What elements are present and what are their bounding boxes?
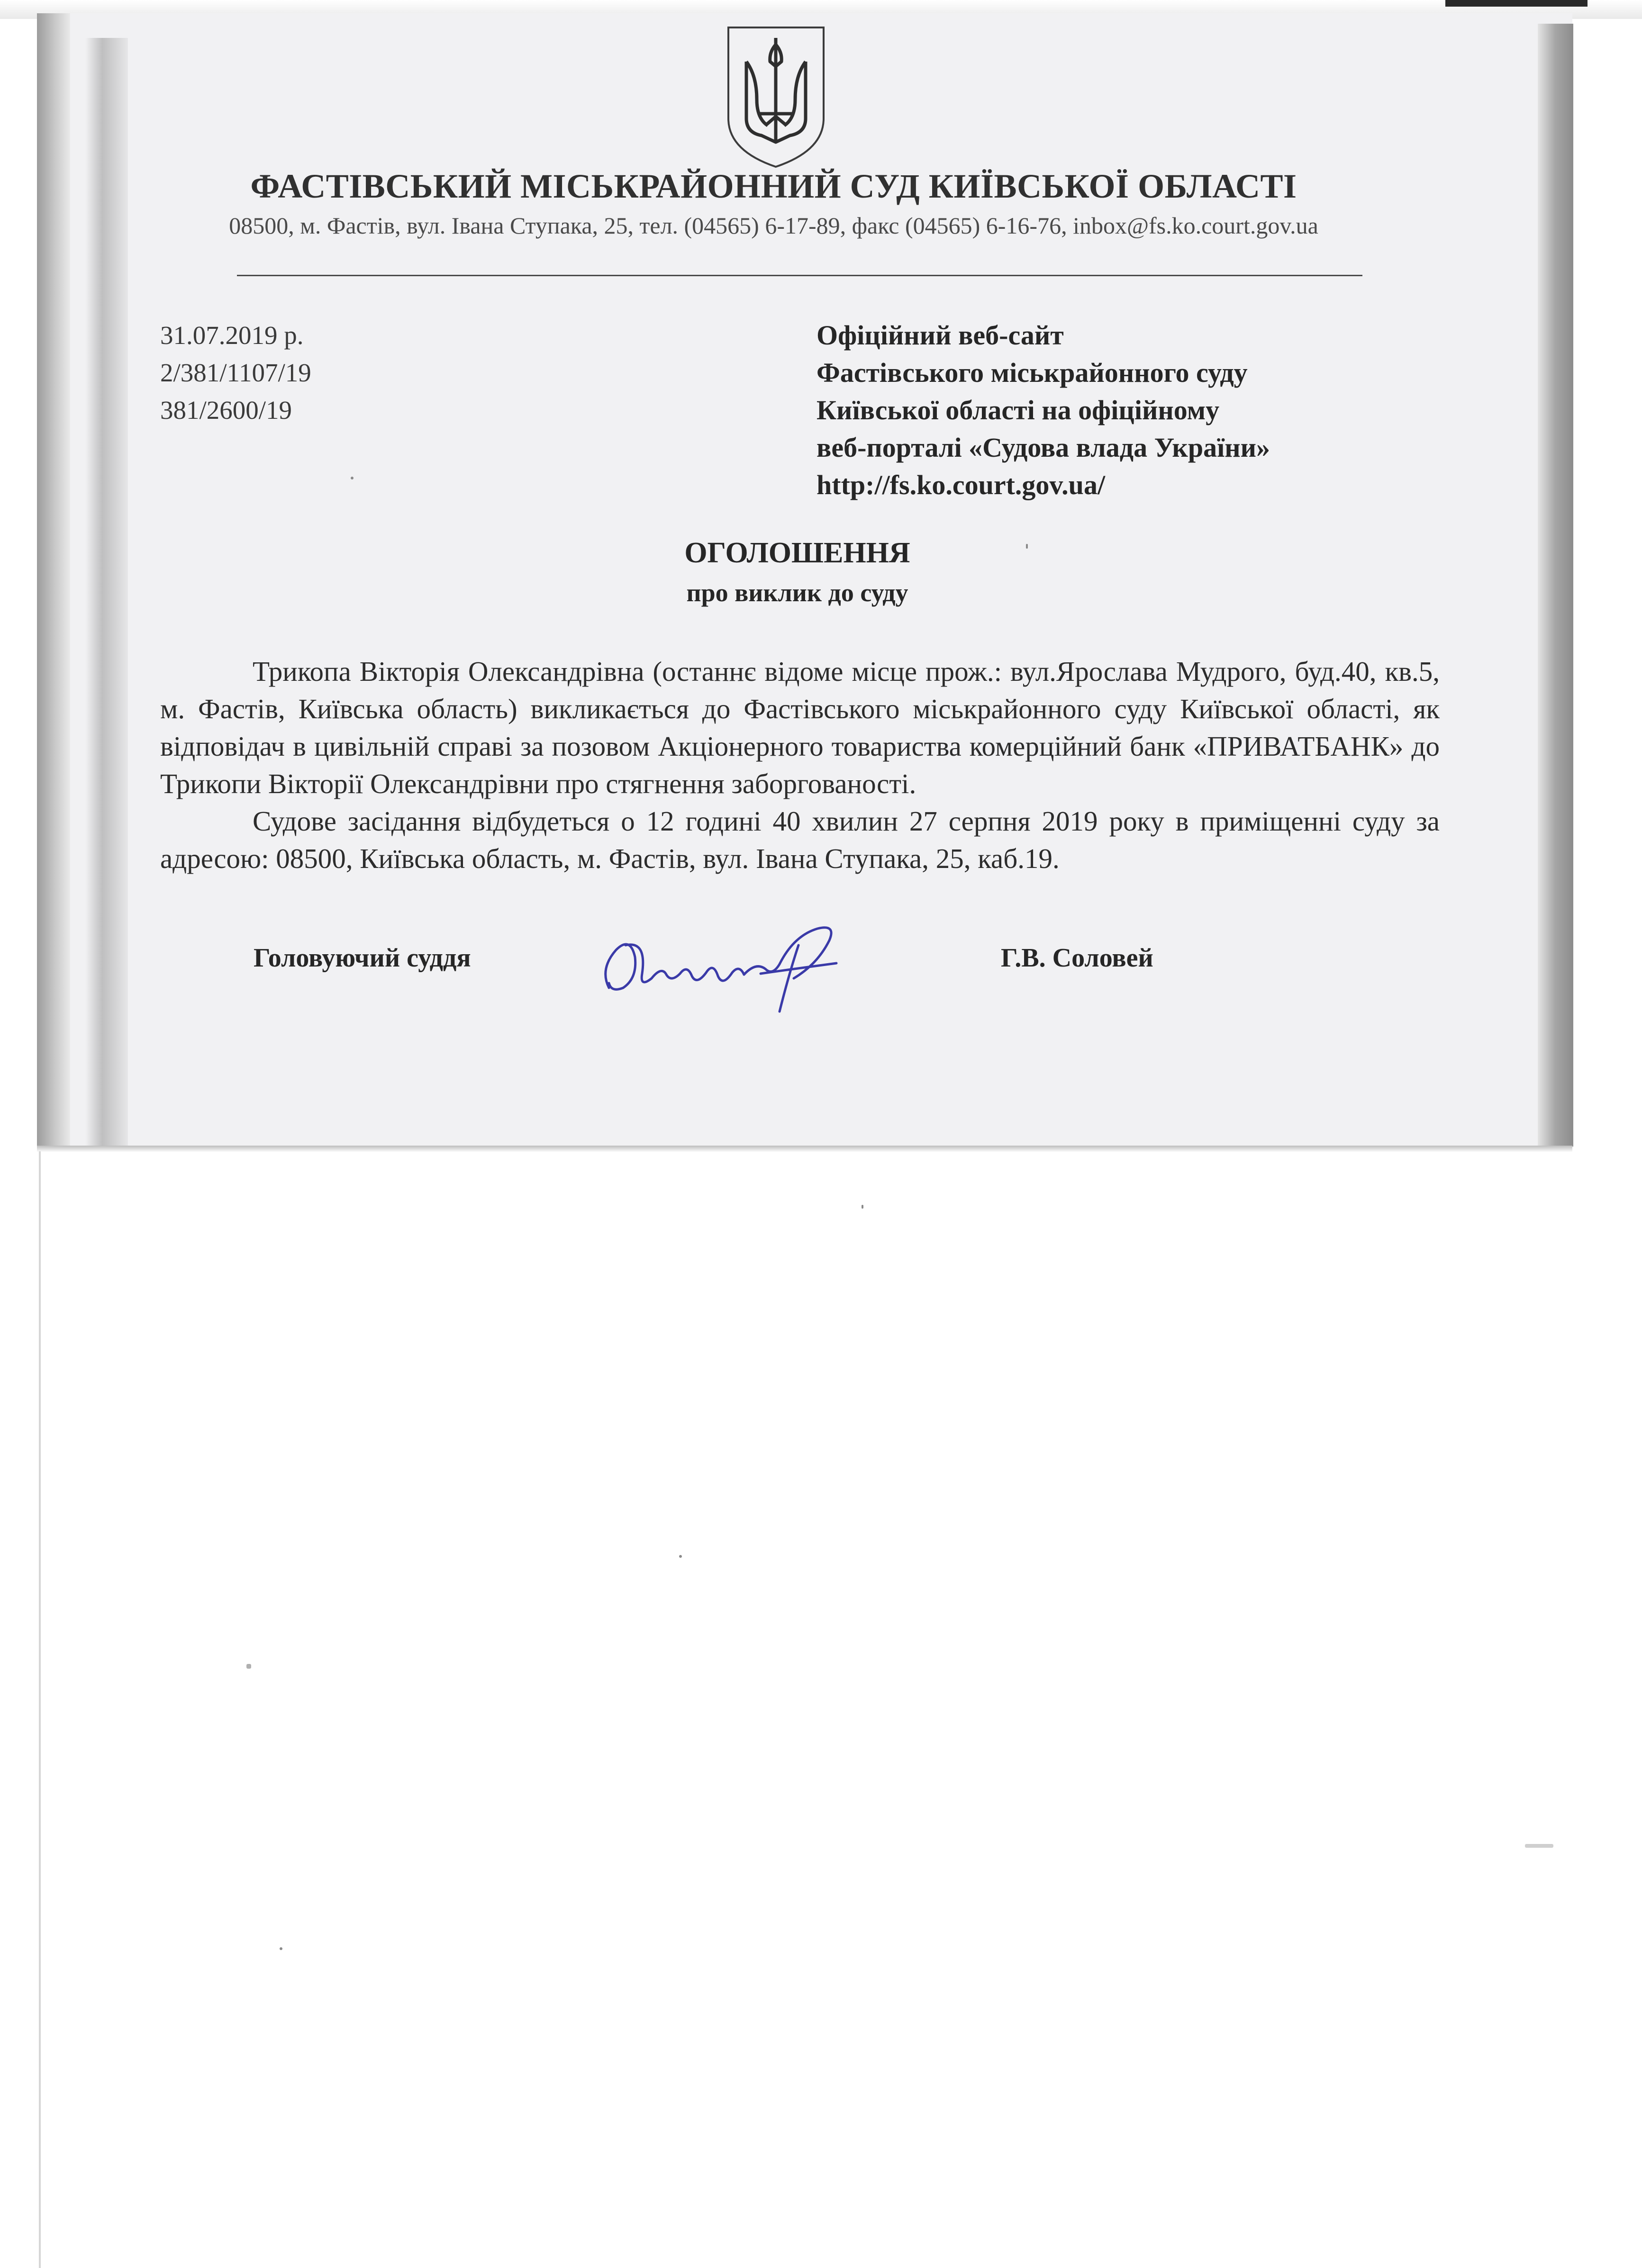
judge-name: Г.В. Соловей: [1001, 943, 1153, 973]
recipient-line: Фастівського міськрайонного суду: [816, 357, 1248, 388]
scan-speck: [280, 1947, 282, 1950]
header-divider: [237, 275, 1362, 276]
scan-bottom-edge: [37, 1146, 1572, 1152]
case-number: 2/381/1107/19: [160, 358, 311, 387]
scan-speck: [351, 477, 354, 479]
document-date: 31.07.2019 р.: [160, 321, 304, 350]
notice-paragraph: Судове засідання відбудеться о 12 годині 40 хвилин 27 серпня 2019 року в приміщенні суду за адресою: 08500, Київська область, м. Фастів, вул. Івана Ступака, 25, каб.19.: [160, 805, 1440, 874]
scan-speck: [679, 1555, 682, 1558]
judge-title: Головуючий суддя: [254, 943, 471, 973]
scan-right-shadow: [1538, 24, 1573, 1147]
scan-left-shadow: [37, 13, 70, 1150]
recipient-line: веб-порталі «Судова влада України»: [816, 432, 1270, 463]
scan-speck: [1525, 1844, 1553, 1848]
tryzub-emblem-icon: [723, 24, 829, 171]
scan-top-strip: [1445, 0, 1588, 7]
notice-body: [160, 653, 1440, 877]
recipient-block: [816, 316, 1270, 504]
recipient-line: Київської області на офіційному: [816, 395, 1220, 425]
scan-speck: [1026, 544, 1028, 549]
document-references: [160, 316, 311, 429]
notice-paragraph: Трикопа Вікторія Олександрівна (останнє відоме місце прож.: вул.Ярослава Мудрого, буд.40, кв.5, м. Фастів, Київська область) викликається до Фастівського міськрайонного суду Київської області, як відповідач в цивільній справі за позовом Акціонерного товариства комерційний банк «ПРИВАТБАНК» до Трикопи Вікторії Олександрівни про стягнення заборгованості.: [160, 656, 1440, 799]
scan-speck: [246, 1664, 251, 1669]
recipient-line: Офіційний веб-сайт: [816, 320, 1064, 351]
proceeding-number: 381/2600/19: [160, 396, 292, 425]
notice-subtitle: про виклик до суду: [686, 578, 908, 607]
notice-title: ОГОЛОШЕННЯ: [684, 537, 910, 569]
scan-speck: [862, 1205, 863, 1209]
recipient-url: http://fs.ko.court.gov.ua/: [816, 470, 1106, 500]
page-left-border: [39, 1151, 41, 2268]
court-address: 08500, м. Фастів, вул. Івана Ступака, 25, тел. (04565) 6-17-89, факс (04565) 6-16-76, inbox@fs.ko.court.gov.ua: [229, 212, 1318, 239]
handwritten-signature: [590, 917, 855, 1016]
court-name: ФАСТІВСЬКИЙ МІСЬКРАЙОННИЙ СУД КИЇВСЬКОЇ ОБЛАСТІ: [250, 167, 1297, 205]
